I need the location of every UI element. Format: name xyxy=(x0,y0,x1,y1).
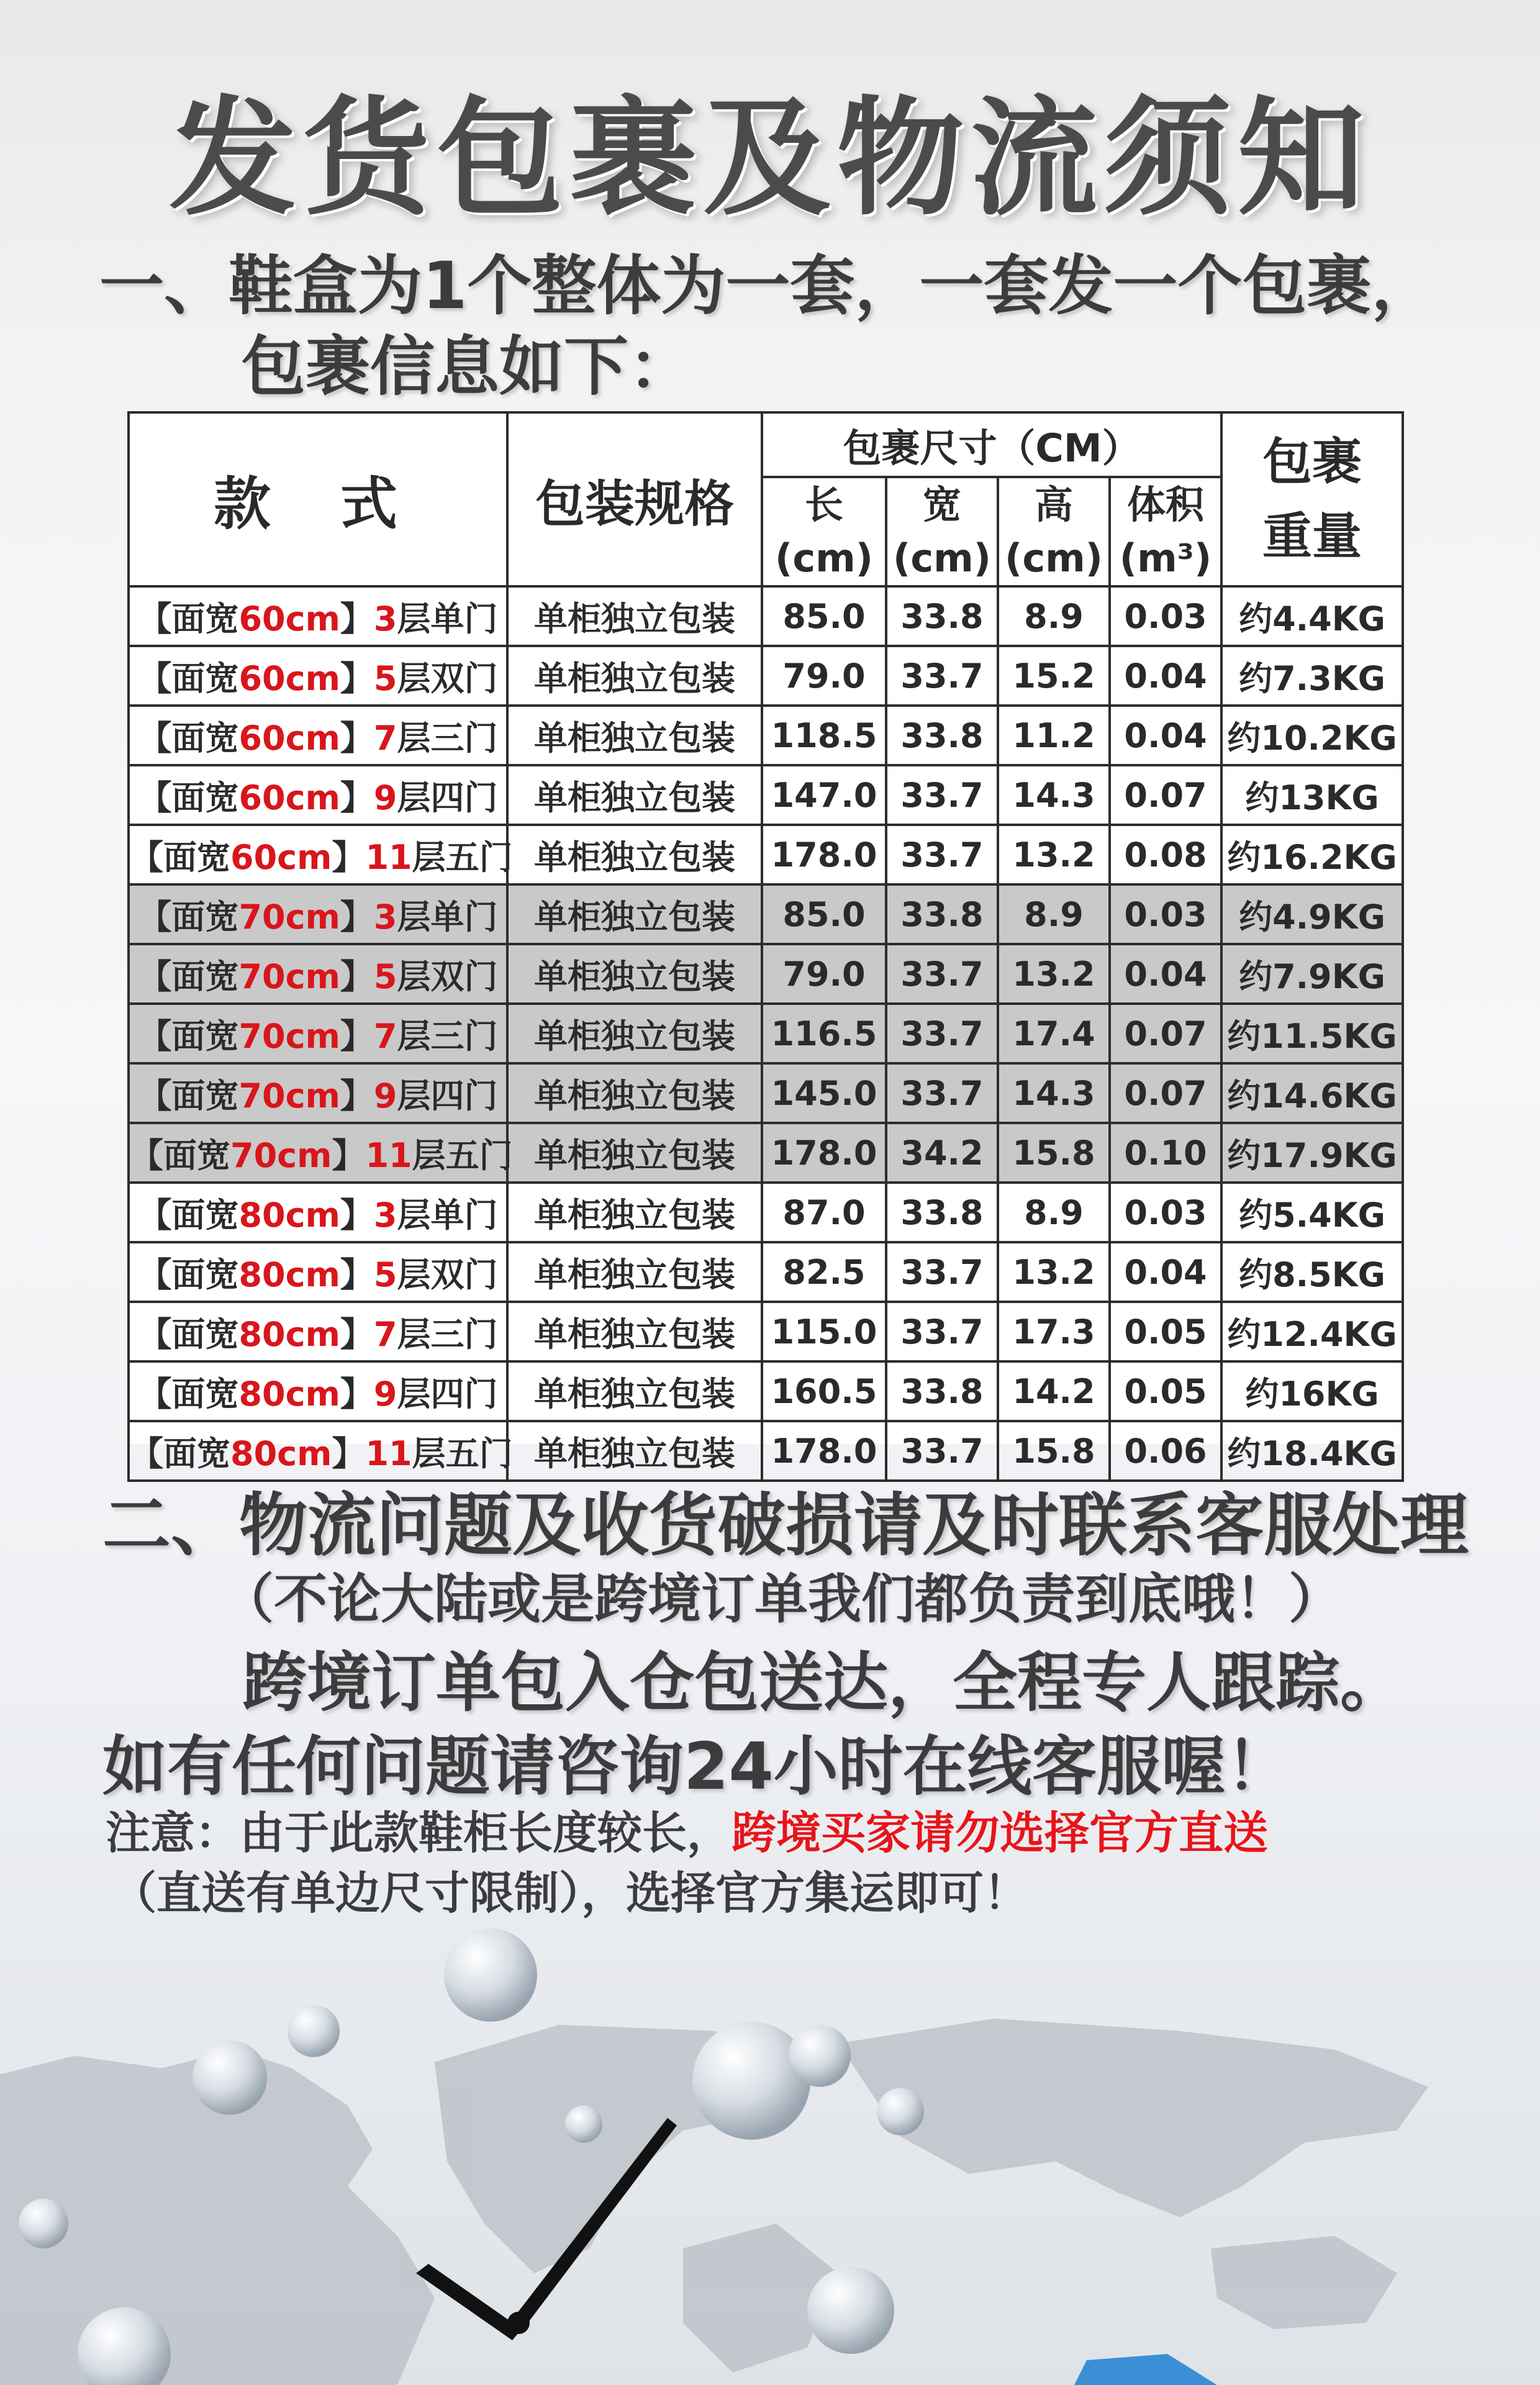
cell-volume: 0.03 xyxy=(1110,586,1221,646)
style-w: 80cm xyxy=(238,1255,340,1294)
style-mid: 】 xyxy=(340,1374,374,1414)
cell-packaging: 单柜独立包装 xyxy=(507,825,762,884)
cell-style xyxy=(129,706,507,765)
section1-line1: 一、鞋盒为1个整体为一套，一套发一个包裹， xyxy=(99,248,1436,324)
style-suf: 层三门 xyxy=(397,718,498,758)
style-suf: 层四门 xyxy=(397,1374,498,1414)
table-row xyxy=(129,1242,1403,1302)
cell-packaging: 单柜独立包装 xyxy=(507,1361,762,1421)
table-row xyxy=(129,765,1403,825)
section2-heading: 二、物流问题及收货破损请及时联系客服处理 xyxy=(102,1486,1469,1565)
cell-weight: 约12.4KG xyxy=(1221,1302,1403,1361)
style-n: 7 xyxy=(373,1016,397,1056)
style-mid: 】 xyxy=(340,956,374,996)
style-n: 11 xyxy=(365,1135,412,1175)
header-weight-line2: 重量 xyxy=(1262,507,1362,565)
cell-length: 79.0 xyxy=(762,944,886,1004)
cell-style xyxy=(129,825,513,884)
style-w: 70cm xyxy=(238,1016,340,1056)
cell-height: 15.8 xyxy=(998,1421,1110,1481)
cell-height: 15.8 xyxy=(998,1123,1110,1183)
style-pre: 【面宽 xyxy=(138,1374,239,1414)
cell-volume: 0.05 xyxy=(1110,1361,1221,1421)
cell-width: 33.7 xyxy=(886,1063,998,1123)
style-pre: 【面宽 xyxy=(138,1076,239,1115)
cell-length: 82.5 xyxy=(762,1242,886,1302)
page-title: 发货包裹及物流须知 xyxy=(169,85,1371,233)
cell-volume: 0.07 xyxy=(1110,765,1221,825)
cell-volume: 0.04 xyxy=(1110,706,1221,765)
section2-line3: 跨境订单包入仓包送达，全程专人跟踪。 xyxy=(242,1645,1405,1720)
cell-height: 13.2 xyxy=(998,1242,1110,1302)
cell-width: 33.8 xyxy=(886,884,998,944)
header-volume-unit: (m³) xyxy=(1119,535,1212,581)
cell-width: 34.2 xyxy=(886,1123,998,1183)
style-suf: 层三门 xyxy=(397,1314,498,1354)
cell-height: 13.2 xyxy=(998,825,1110,884)
header-height-label: 高 xyxy=(1034,482,1073,527)
style-pre: 【面宽 xyxy=(130,837,230,877)
header-packaging: 包装规格 xyxy=(507,412,762,586)
cell-length: 85.0 xyxy=(762,586,886,646)
style-w: 60cm xyxy=(238,718,340,758)
cell-style xyxy=(129,1361,507,1421)
note-red-warning: 跨境买家请勿选择官方直送 xyxy=(732,1807,1269,1859)
package-table-wrap xyxy=(127,411,1402,1473)
cell-style xyxy=(129,765,507,825)
style-suf: 层双门 xyxy=(397,956,498,996)
style-w: 80cm xyxy=(230,1433,332,1473)
cell-width: 33.8 xyxy=(886,1361,998,1421)
style-w: 70cm xyxy=(238,1076,340,1115)
style-suf: 层四门 xyxy=(397,778,498,817)
style-pre: 【面宽 xyxy=(138,718,239,758)
header-style: 款 式 xyxy=(129,412,507,586)
style-suf: 层双门 xyxy=(397,658,498,698)
style-mid: 】 xyxy=(340,599,374,638)
cell-packaging: 单柜独立包装 xyxy=(507,1183,762,1242)
style-mid: 】 xyxy=(332,1433,366,1473)
section2-line2: （不论大陆或是跨境订单我们都负责到底哦！） xyxy=(220,1568,1342,1630)
cell-height: 14.3 xyxy=(998,1063,1110,1123)
style-w: 70cm xyxy=(230,1135,332,1175)
table-row xyxy=(129,586,1403,646)
section1-line2: 包裹信息如下： xyxy=(241,329,694,404)
table-row xyxy=(129,646,1403,706)
cell-height: 17.4 xyxy=(998,1004,1110,1063)
cell-style xyxy=(129,586,507,646)
cell-packaging: 单柜独立包装 xyxy=(507,706,762,765)
cell-length: 116.5 xyxy=(762,1004,886,1063)
style-n: 9 xyxy=(373,1374,397,1414)
cell-width: 33.7 xyxy=(886,1242,998,1302)
cell-weight: 约7.9KG xyxy=(1221,944,1403,1004)
cell-packaging: 单柜独立包装 xyxy=(507,1004,762,1063)
style-n: 9 xyxy=(373,1076,397,1115)
cell-packaging: 单柜独立包装 xyxy=(507,1421,762,1481)
table-row xyxy=(129,944,1403,1004)
style-mid: 】 xyxy=(340,1076,374,1115)
table-row xyxy=(129,825,1403,884)
header-height-unit: (cm) xyxy=(1004,535,1103,581)
style-w: 70cm xyxy=(238,956,340,996)
style-w: 60cm xyxy=(238,658,340,698)
table-row xyxy=(129,1183,1403,1242)
style-n: 5 xyxy=(373,956,397,996)
cell-packaging: 单柜独立包装 xyxy=(507,765,762,825)
style-w: 60cm xyxy=(238,778,340,817)
cell-style xyxy=(129,1123,513,1183)
section2-line4: 如有任何问题请咨询24小时在线客服喔！ xyxy=(102,1729,1290,1804)
cell-volume: 0.04 xyxy=(1110,944,1221,1004)
style-mid: 】 xyxy=(340,897,374,937)
cell-weight: 约14.6KG xyxy=(1221,1063,1403,1123)
cell-weight: 约16KG xyxy=(1221,1361,1403,1421)
cell-length: 85.0 xyxy=(762,884,886,944)
airplane-icon xyxy=(1074,2354,1217,2385)
style-mid: 】 xyxy=(340,1255,374,1294)
cell-height: 8.9 xyxy=(998,1183,1110,1242)
table-row xyxy=(129,1123,1403,1183)
note-line2: （直送有单边尺寸限制），选择官方集运即可！ xyxy=(112,1867,1029,1919)
cell-height: 14.3 xyxy=(998,765,1110,825)
style-pre: 【面宽 xyxy=(130,1433,230,1473)
style-pre: 【面宽 xyxy=(138,599,239,638)
style-n: 3 xyxy=(373,599,397,638)
style-w: 80cm xyxy=(238,1374,340,1414)
cell-width: 33.7 xyxy=(886,1302,998,1361)
style-pre: 【面宽 xyxy=(138,897,239,937)
cell-height: 8.9 xyxy=(998,586,1110,646)
header-length xyxy=(762,477,886,586)
style-n: 3 xyxy=(373,897,397,937)
note-prefix: 注意：由于此款鞋柜长度较长， xyxy=(106,1807,732,1859)
note-line1 xyxy=(106,1797,1268,1861)
header-size-group: 包裹尺寸（CM） xyxy=(762,412,1221,477)
cell-weight: 约7.3KG xyxy=(1221,646,1403,706)
style-suf: 层单门 xyxy=(397,599,498,638)
style-n: 9 xyxy=(373,778,397,817)
cell-length: 160.5 xyxy=(762,1361,886,1421)
cell-length: 118.5 xyxy=(762,706,886,765)
table-row xyxy=(129,1302,1403,1361)
style-w: 70cm xyxy=(238,897,340,937)
style-n: 5 xyxy=(373,1255,397,1294)
cell-weight: 约18.4KG xyxy=(1221,1421,1403,1481)
cell-width: 33.7 xyxy=(886,825,998,884)
style-n: 11 xyxy=(365,837,412,877)
header-length-label: 长 xyxy=(804,482,843,527)
cell-weight: 约4.4KG xyxy=(1221,586,1403,646)
cell-weight: 约4.9KG xyxy=(1221,884,1403,944)
table-row xyxy=(129,706,1403,765)
header-height xyxy=(998,477,1110,586)
cell-volume: 0.07 xyxy=(1110,1004,1221,1063)
cell-volume: 0.03 xyxy=(1110,884,1221,944)
cell-volume: 0.08 xyxy=(1110,825,1221,884)
cell-height: 11.2 xyxy=(998,706,1110,765)
cell-width: 33.7 xyxy=(886,1421,998,1481)
cell-style xyxy=(129,1183,507,1242)
style-mid: 】 xyxy=(340,1314,374,1354)
style-suf: 层双门 xyxy=(397,1255,498,1294)
style-pre: 【面宽 xyxy=(138,956,239,996)
cell-height: 13.2 xyxy=(998,944,1110,1004)
cell-style xyxy=(129,884,507,944)
style-suf: 层单门 xyxy=(397,897,498,937)
cell-width: 33.8 xyxy=(886,586,998,646)
style-suf: 层五门 xyxy=(412,1433,513,1473)
header-volume-label: 体积 xyxy=(1127,482,1205,527)
style-pre: 【面宽 xyxy=(138,658,239,698)
cell-packaging: 单柜独立包装 xyxy=(507,944,762,1004)
cell-weight: 约8.5KG xyxy=(1221,1242,1403,1302)
style-n: 3 xyxy=(373,1195,397,1235)
cell-packaging: 单柜独立包装 xyxy=(507,1242,762,1302)
cell-style xyxy=(129,1063,507,1123)
cell-weight: 约5.4KG xyxy=(1221,1183,1403,1242)
style-pre: 【面宽 xyxy=(138,778,239,817)
style-mid: 】 xyxy=(340,1195,374,1235)
cell-volume: 0.07 xyxy=(1110,1063,1221,1123)
cell-width: 33.7 xyxy=(886,765,998,825)
table-row xyxy=(129,884,1403,944)
style-pre: 【面宽 xyxy=(138,1016,239,1056)
cell-length: 115.0 xyxy=(762,1302,886,1361)
style-w: 60cm xyxy=(230,837,332,877)
cell-packaging: 单柜独立包装 xyxy=(507,884,762,944)
table-row xyxy=(129,1361,1403,1421)
header-weight-line1: 包裹 xyxy=(1262,433,1362,491)
style-n: 11 xyxy=(365,1433,412,1473)
style-mid: 】 xyxy=(332,1135,366,1175)
table-row xyxy=(129,1004,1403,1063)
header-width-unit: (cm) xyxy=(892,535,992,581)
cell-volume: 0.10 xyxy=(1110,1123,1221,1183)
cell-width: 33.8 xyxy=(886,1183,998,1242)
cell-length: 178.0 xyxy=(762,825,886,884)
cell-height: 15.2 xyxy=(998,646,1110,706)
style-mid: 】 xyxy=(340,718,374,758)
cell-packaging: 单柜独立包装 xyxy=(507,1063,762,1123)
header-length-unit: (cm) xyxy=(774,535,874,581)
cell-width: 33.8 xyxy=(886,706,998,765)
table-row xyxy=(129,1063,1403,1123)
cell-length: 178.0 xyxy=(762,1421,886,1481)
world-map-decoration xyxy=(0,1925,1540,2385)
cell-volume: 0.03 xyxy=(1110,1183,1221,1242)
cell-packaging: 单柜独立包装 xyxy=(507,1123,762,1183)
cell-style xyxy=(129,1302,507,1361)
cell-length: 79.0 xyxy=(762,646,886,706)
cell-length: 145.0 xyxy=(762,1063,886,1123)
cell-weight: 约16.2KG xyxy=(1221,825,1403,884)
style-w: 80cm xyxy=(238,1195,340,1235)
style-suf: 层五门 xyxy=(412,1135,513,1175)
header-width-label: 宽 xyxy=(922,482,961,527)
style-pre: 【面宽 xyxy=(138,1314,239,1354)
cell-style xyxy=(129,1004,507,1063)
style-pre: 【面宽 xyxy=(130,1135,230,1175)
cell-width: 33.7 xyxy=(886,1004,998,1063)
style-n: 7 xyxy=(373,718,397,758)
cell-height: 14.2 xyxy=(998,1361,1110,1421)
style-suf: 层四门 xyxy=(397,1076,498,1115)
cell-style xyxy=(129,944,507,1004)
package-table xyxy=(127,411,1404,1482)
table-body xyxy=(129,586,1403,1481)
cell-volume: 0.04 xyxy=(1110,1242,1221,1302)
cell-width: 33.7 xyxy=(886,646,998,706)
style-pre: 【面宽 xyxy=(138,1255,239,1294)
style-mid: 】 xyxy=(340,658,374,698)
style-pre: 【面宽 xyxy=(138,1195,239,1235)
header-volume xyxy=(1110,477,1221,586)
style-mid: 】 xyxy=(332,837,366,877)
cell-weight: 约10.2KG xyxy=(1221,706,1403,765)
header-width xyxy=(886,477,998,586)
cell-volume: 0.06 xyxy=(1110,1421,1221,1481)
cell-weight: 约11.5KG xyxy=(1221,1004,1403,1063)
cell-packaging: 单柜独立包装 xyxy=(507,586,762,646)
section1 xyxy=(99,245,1436,407)
cell-style xyxy=(129,646,507,706)
style-n: 7 xyxy=(373,1314,397,1354)
cell-volume: 0.05 xyxy=(1110,1302,1221,1361)
style-suf: 层单门 xyxy=(397,1195,498,1235)
cell-width: 33.7 xyxy=(886,944,998,1004)
cell-height: 17.3 xyxy=(998,1302,1110,1361)
cell-weight: 约17.9KG xyxy=(1221,1123,1403,1183)
cell-packaging: 单柜独立包装 xyxy=(507,1302,762,1361)
style-suf: 层三门 xyxy=(397,1016,498,1056)
style-w: 60cm xyxy=(238,599,340,638)
cell-height: 8.9 xyxy=(998,884,1110,944)
style-mid: 】 xyxy=(340,778,374,817)
style-w: 80cm xyxy=(238,1314,340,1354)
style-mid: 】 xyxy=(340,1016,374,1056)
cell-volume: 0.04 xyxy=(1110,646,1221,706)
style-n: 5 xyxy=(373,658,397,698)
header-weight xyxy=(1221,412,1403,586)
cell-length: 87.0 xyxy=(762,1183,886,1242)
cell-length: 178.0 xyxy=(762,1123,886,1183)
cell-style xyxy=(129,1242,507,1302)
cell-length: 147.0 xyxy=(762,765,886,825)
cell-packaging: 单柜独立包装 xyxy=(507,646,762,706)
style-suf: 层五门 xyxy=(412,837,513,877)
cell-weight: 约13KG xyxy=(1221,765,1403,825)
